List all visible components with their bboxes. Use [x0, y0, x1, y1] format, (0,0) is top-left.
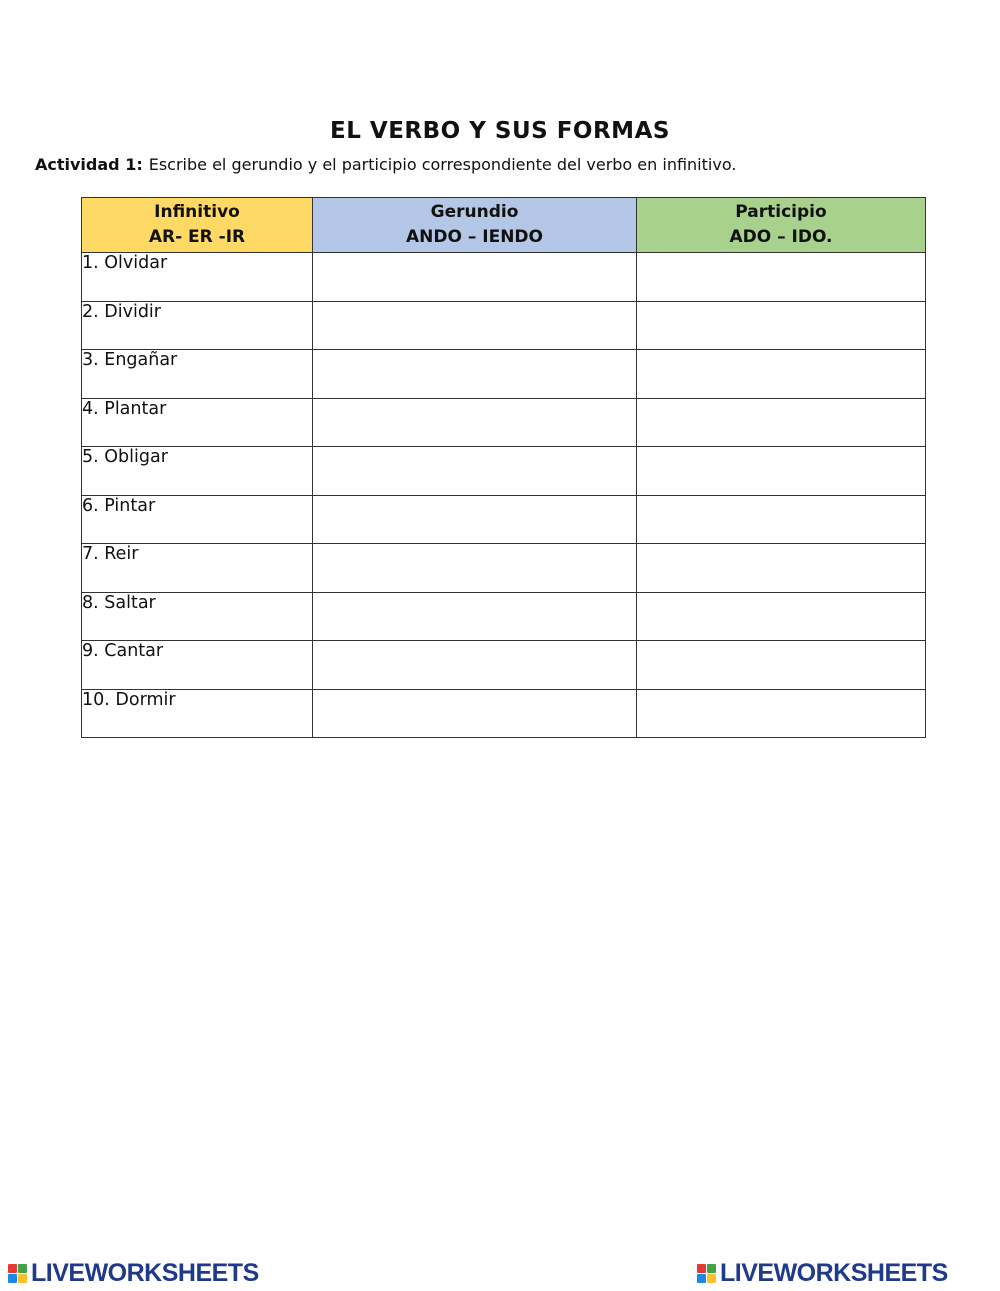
- table-row: [82, 301, 926, 350]
- logo-square: [697, 1264, 706, 1273]
- header-infinitivo-endings: AR- ER -IR: [148, 227, 246, 247]
- verb-cell: 3. Engañar: [82, 350, 313, 399]
- header-row: [82, 198, 926, 253]
- header-participio: [637, 198, 926, 253]
- participio-answer-field[interactable]: [637, 641, 926, 690]
- gerundio-answer-field[interactable]: [313, 350, 637, 399]
- participio-answer-field[interactable]: [637, 592, 926, 641]
- header-gerundio: [313, 198, 637, 253]
- table-row: [82, 592, 926, 641]
- liveworksheets-logo-icon: [697, 1264, 716, 1283]
- logo-square: [18, 1274, 27, 1283]
- instruction-text: Escribe el gerundio y el participio correspondiente del verbo en infinitivo.: [148, 155, 737, 174]
- gerundio-answer-field[interactable]: [313, 495, 637, 544]
- logo-square: [707, 1264, 716, 1273]
- header-gerundio-title: Gerundio: [430, 202, 519, 222]
- header-participio-title: Participio: [735, 202, 827, 222]
- logo-square: [18, 1264, 27, 1273]
- brand-text: LIVEWORKSHEETS: [720, 1259, 948, 1287]
- participio-answer-field[interactable]: [637, 398, 926, 447]
- liveworksheets-logo-icon: [8, 1264, 27, 1283]
- participio-answer-field[interactable]: [637, 253, 926, 302]
- verb-cell: 9. Cantar: [82, 641, 313, 690]
- verb-cell: 7. Reir: [82, 544, 313, 593]
- header-infinitivo-title: Infinitivo: [154, 202, 240, 222]
- gerundio-answer-field[interactable]: [313, 447, 637, 496]
- verb-cell: 6. Pintar: [82, 495, 313, 544]
- table-row: [82, 350, 926, 399]
- table-row: [82, 689, 926, 738]
- participio-answer-field[interactable]: [637, 350, 926, 399]
- table-row: [82, 641, 926, 690]
- verb-cell: 5. Obligar: [82, 447, 313, 496]
- verb-table: [81, 197, 926, 738]
- table-row: [82, 447, 926, 496]
- instruction: [35, 155, 736, 174]
- logo-square: [8, 1264, 17, 1273]
- participio-answer-field[interactable]: [637, 301, 926, 350]
- table-row: [82, 544, 926, 593]
- table-row: [82, 495, 926, 544]
- logo-square: [707, 1274, 716, 1283]
- instruction-label: Actividad 1:: [35, 155, 143, 174]
- header-infinitivo: [82, 198, 313, 253]
- participio-answer-field[interactable]: [637, 495, 926, 544]
- gerundio-answer-field[interactable]: [313, 301, 637, 350]
- verb-cell: 1. Olvidar: [82, 253, 313, 302]
- participio-answer-field[interactable]: [637, 689, 926, 738]
- gerundio-answer-field[interactable]: [313, 641, 637, 690]
- page-title: EL VERBO Y SUS FORMAS: [330, 118, 670, 144]
- table-row: [82, 253, 926, 302]
- gerundio-answer-field[interactable]: [313, 398, 637, 447]
- gerundio-answer-field[interactable]: [313, 689, 637, 738]
- gerundio-answer-field[interactable]: [313, 253, 637, 302]
- verb-cell: 8. Saltar: [82, 592, 313, 641]
- table-row: [82, 398, 926, 447]
- header-participio-endings: ADO – IDO.: [729, 227, 833, 247]
- logo-square: [697, 1274, 706, 1283]
- logo-square: [8, 1274, 17, 1283]
- verb-cell: 4. Plantar: [82, 398, 313, 447]
- verb-cell: 10. Dormir: [82, 689, 313, 738]
- header-gerundio-endings: ANDO – IENDO: [405, 227, 543, 247]
- gerundio-answer-field[interactable]: [313, 544, 637, 593]
- gerundio-answer-field[interactable]: [313, 592, 637, 641]
- participio-answer-field[interactable]: [637, 447, 926, 496]
- brand-text: LIVEWORKSHEETS: [31, 1259, 259, 1287]
- liveworksheets-logo-left: [8, 1259, 259, 1288]
- participio-answer-field[interactable]: [637, 544, 926, 593]
- verb-cell: 2. Dividir: [82, 301, 313, 350]
- liveworksheets-logo-right: [697, 1259, 948, 1288]
